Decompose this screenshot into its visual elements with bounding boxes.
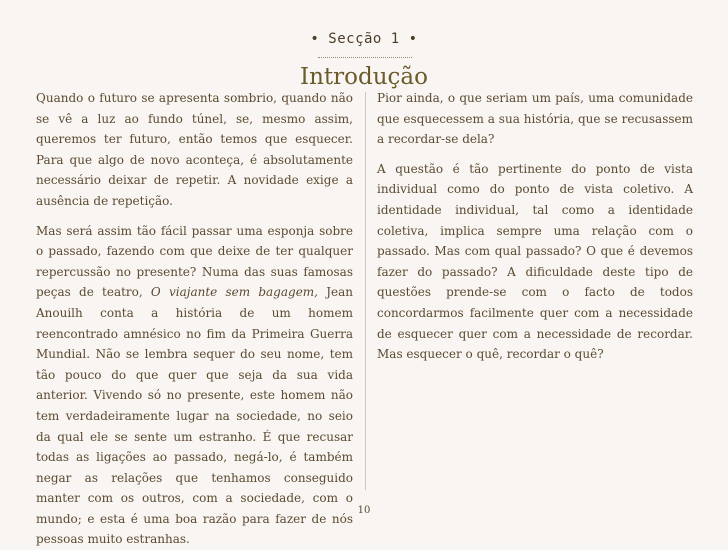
book-title: O viajante sem bagagem,	[150, 285, 318, 300]
dotted-separator	[318, 57, 412, 58]
right-paragraph-2: A questão é tão pertinente do ponto de vista individual como do ponto de vista coletivo. A identidade individual, tal como a identidade coletiva, implica sempre uma relação com o passado. Mas com qual passado? O que é devemos fazer do passado? A dificuldade deste tipo de questões prende-se com o facto de todos concordarmos facilmente quer com a necessidade de esquecer quer com a necessidade de recordar. Mas esquecer o quê, recordar o quê?	[377, 161, 693, 362]
section-label: • Secção 1 •	[310, 31, 418, 47]
column-divider	[365, 92, 366, 490]
right-column	[377, 88, 693, 374]
page-number: 10	[357, 505, 371, 516]
left-paragraph-2	[36, 221, 353, 550]
right-paragraph-1: Pior ainda, o que seriam um país, uma comunidade que esquecessem a sua história, que se recusassem a recordar-se dela?	[377, 91, 693, 147]
left-paragraph-2-text-b: Jean Anouilh conta a história de um homem reencontrado amnésico no fim da Primeira Guerra Mundial. Não se lembra sequer do seu nome, tem tão pouco do que quer que seja da sua vida anterior. Vivendo só no presente, este homem não tem verdadeiramente lugar na sociedade, no seio da qual ele se sente um estranho. É que recusar todas as ligações ao passado, negá-lo, é também negar as relações que tenhamos conseguido manter com os outros, com a sociedade, com o mundo; e esta é uma boa razão para fazer de nós pessoas muito estranhas.	[36, 285, 354, 547]
page-title: Introdução	[300, 64, 428, 90]
left-column	[36, 88, 354, 547]
left-paragraph-2-text-a: Mas será assim tão fácil passar uma esponja sobre o passado, fazendo com que deixe de ter qualquer repercussão no presente? Numa das suas famosas peças de teatro,	[36, 223, 353, 300]
left-paragraph-1: Quando o futuro se apresenta sombrio, quando não se vê a luz ao fundo túnel, se, mesmo assim, queremos ter futuro, então temos que esquecer. Para que algo de novo aconteça, é absolutamente necessário deixar de repetir. A novidade exige a ausência de repetição.	[36, 91, 353, 208]
